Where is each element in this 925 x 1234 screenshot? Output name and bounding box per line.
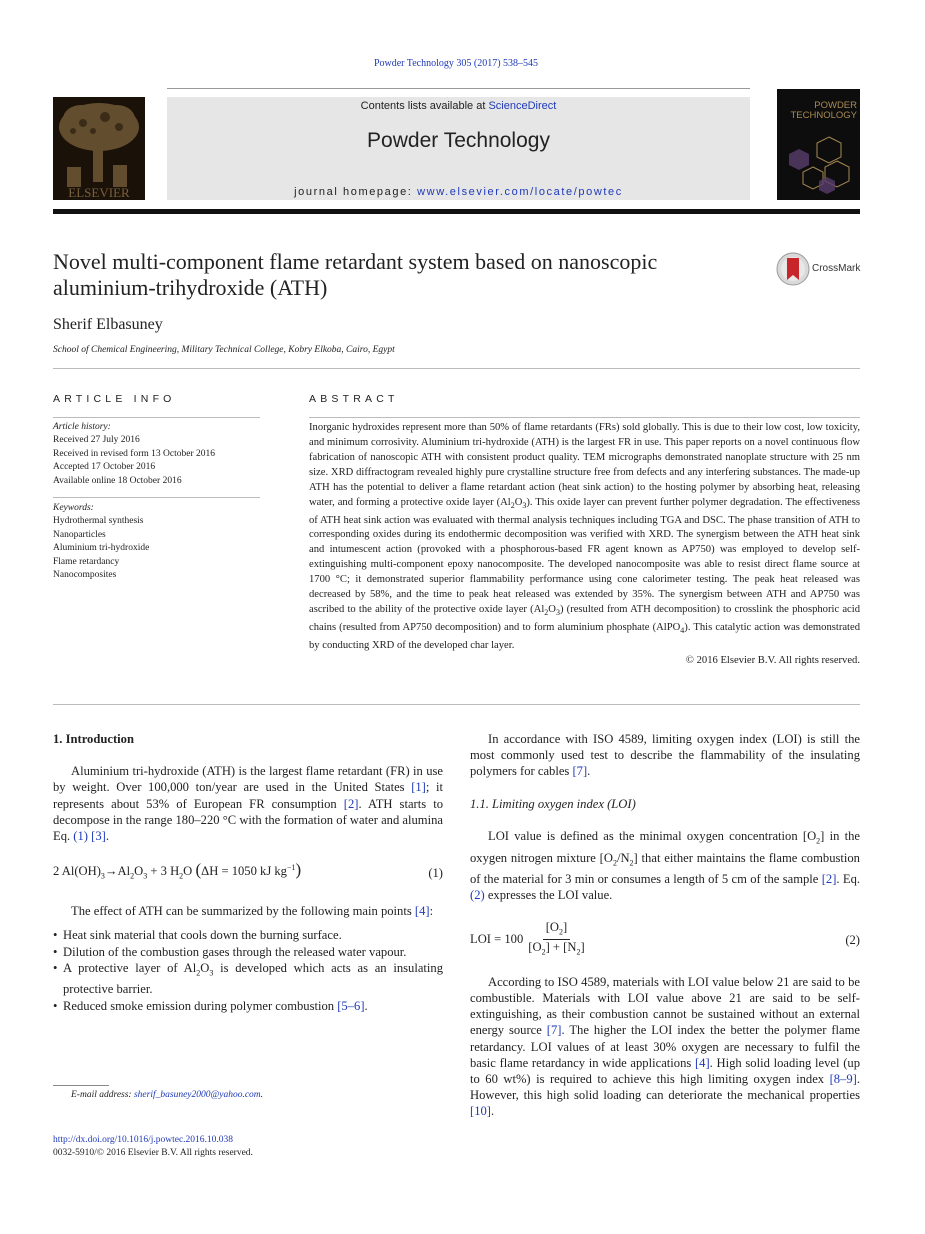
eq-text: 2 Al(OH) [53,864,101,879]
history-accepted: Accepted 17 October 2016 [53,462,156,473]
abstract-text-4: ). This catalytic action was demonstrated by conducting XRD of the developed char layer. [309,622,861,652]
ref-link[interactable]: [4] [694,1055,710,1070]
contents-line [167,100,750,112]
text: According to ISO 4589, materials with LOI value below 21 are said to be combustible. Materials with LOI value above 21 are said to be self-extinguishing, as their combustion cannot be sustained without an external energy source [470,974,860,1038]
text: . High solid loading level (up to 60 wt%) is required to achieve this high limiting oxygen index [470,1055,861,1086]
eq-text: ] [563,919,568,934]
issn-copyright: 0032-5910/© 2016 Elsevier B.V. All rights reserved. [53,1148,253,1158]
eq-text: O [183,864,193,879]
ref-link[interactable]: [8–9] [829,1071,857,1086]
text: /N [616,850,630,865]
footnote-rule [53,1085,109,1086]
ref-link[interactable]: [10] [470,1104,491,1119]
equation-2-number: (2) [845,932,860,947]
equation-link[interactable]: (1) [73,829,88,844]
eq-fraction [525,920,587,960]
text: . ATH starts to decompose in the range 180–220 °C with the formation of water and alumina Eq. [53,796,443,844]
text: . However, this high solid loading can deteriorate the mechanical properties [470,1071,860,1103]
article-history [53,421,263,488]
intro-paragraph-2: The effect of ATH can be summarized by the following main points [4]: [71,904,434,919]
article-title: Novel multi-component flame retardant system based on nanoscopic aluminium-trihydroxide (ATH) [53,249,658,300]
ref-link[interactable]: [7] [572,764,588,779]
abstract-body [309,421,860,669]
homepage-link[interactable]: www.elsevier.com/locate/powtec [417,186,623,198]
text: Reduced smoke emission during polymer combustion [63,998,338,1013]
journal-citation[interactable]: Powder Technology 305 (2017) 538–545 [373,58,539,69]
contents-prefix: Contents lists available at [360,100,489,112]
right-paragraph-2: LOI value is defined as the minimal oxygen concentration $[O_2]$ in the oxygen nitrogen mixture $[O_2/N_2]$ that either maintains the flame combustion of the material for 3 min or consumes a length of 5 cm of the sample [2]. Eq. (2) expresses the LOI value. [470,828,861,903]
header-bar [53,209,860,214]
author-name: Sherif Elbasuney [53,316,163,333]
eq-text: [O [545,919,560,934]
equation-1-body: 2 $Al(OH)_3\to Al_2O_3 + 3$ $H_2O$ (ΔH = 1050 kJ $kg^{-1}$) [53,860,302,881]
text: LOI value is defined as the minimal oxygen concentration [O [488,828,817,843]
equation-link[interactable]: (2) [470,888,485,903]
history-revised: Received in revised form 13 October 2016 [53,448,215,459]
rule-body [53,704,860,705]
journal-homepage-line [167,186,750,198]
eq-text: →Al [104,864,131,879]
eq-text: LOI = 100 [470,931,524,946]
eq-exponent: −1 [286,863,296,873]
eq-text: ΔH = 1050 kJ kg [201,864,287,879]
abstract-paragraph: Inorganic hydroxides represent more than 50% of flame retardants (FRs) sold globally. This is due to their low cost, low toxicity, and minimum corrosivity. Aluminium tri-hydroxide (ATH) is the largest FR in use. This paper reports on a novel continuous flow fabrication of nanoscopic ATH with consistent product quality. TEM micrographs demonstrated nanoplate structure with 25 nm size. XRD diffractogram revealed highly pure crystalline structure free from defects and any interfering substances. The made-up ATH has the potential to deliver a flame retardant action (heat sink action) to the hosting polymer by absorbing heat, releasing water, and forming a protective oxide layer $(Al_2O_3)$. This oxide layer can prevent further polymer degradation. The effectiveness of ATH heat sink action was evaluated with thermal analysis techniques including TGA and DSC. The phase transition of ATH to corresponding oxides during its endothermic decomposition was verified with XRD. The synergism between the ATH heat sink and intumescent action (provoked with a phosphorous-based FR agent known as AP750) was employed to develop self-extinguishing multi-component epoxy nanocomposite. The developed nanocomposite was able to resist direct flame source at 1700 °C; it demonstrated superior flammability performance using cone calorimeter testing. The peak heat released was decreased by 58%, and the time to peak heat released was extended by 35%. The synergism between ATH and AP750 was ascribed to the ability of the protective oxide layer $(Al_2O_3)$ (resulted from ATH decomposition) to crosslink the phosphoric acid chains (resulted from AP750 decomposition) and to form aluminium phosphate (AlPO$_4$). This catalytic action was demonstrated by conducting XRD of the developed char layer. [309,422,861,652]
text: The effect of ATH can be summarized by the following main points [71,904,415,919]
intro-paragraph-1: Aluminium tri-hydroxide (ATH) is the largest flame retardant (FR) in use by weight. Over 100,000 ton/year are used in the United States [1]; it represents about 53% of European FR consumption [2]. ATH starts to decompose in the range 180–220 °C with the formation of water and alumina Eq. (1) [3]. [53,764,443,844]
equation-1-number: (1) [428,865,443,880]
text: ] that either maintains the flame combustion of the material for 3 min or consumes a length of 5 cm of the sample [470,850,860,887]
list-item: • Reduced smoke emission during polymer combustion [5–6]. [63,998,443,1014]
elsevier-tree-icon [53,97,145,200]
elsevier-logo [53,97,145,200]
equation-2 [470,920,860,960]
effects-list [53,927,443,1014]
right-paragraph-1: In accordance with ISO 4589, limiting oxygen index (LOI) is still the most commonly used test to describe the flammability of the insulating polymers for cables [7]. [470,732,860,779]
body-column-right [470,731,860,1120]
cover-crystals-icon [777,129,860,200]
homepage-prefix: journal homepage: [294,186,418,198]
eq-text: [O [528,940,542,955]
list-item: • Heat sink material that cools down the burning surface. [63,927,443,943]
rule-abstract [309,417,860,418]
list-item: • A protective layer of $Al_2O_3$ is developed which acts as an insulating protective barrier. [63,960,443,998]
journal-name: Powder Technology [367,129,550,152]
eq-text: + 3 H [147,864,180,879]
keyword-item: Flame retardancy [53,556,120,567]
footnote-email: E-mail address: sherif_basuney2000@yahoo.com. [71,1090,264,1100]
email-link[interactable]: sherif_basuney2000@yahoo.com [133,1090,261,1100]
header-rule-top [167,88,750,89]
text: In accordance with ISO 4589, limiting oxygen index (LOI) is still the most commonly used test to describe the flammability of the insulating polymers for cables [470,732,860,779]
abstract-copyright: © 2016 Elsevier B.V. All rights reserved. [685,654,860,666]
sciencedirect-link[interactable]: ScienceDirect [488,100,557,112]
eq-numerator: $[O_2]$ [543,920,571,941]
body-column-left [53,731,443,1014]
journal-cover [777,89,860,200]
text: Aluminium tri-hydroxide (ATH) is the largest flame retardant (FR) in use by weight. Over 100,000 ton/year are used in the United States [53,764,443,795]
eq-text: ] + [N [545,940,577,955]
keywords-label: Keywords: [53,503,94,513]
equation-2-body [470,920,588,960]
abstract-text-3: ) (resulted from ATH decomposition) to crosslink the phosphoric acid chains (resulted from AP750 decomposition) and to form aluminium phosphate (AlPO [309,603,860,633]
section-heading-introduction: 1. Introduction [53,732,134,746]
ref-link[interactable]: [2] [343,796,359,811]
abstract-heading: ABSTRACT [309,393,399,405]
abstract-text-1: Inorganic hydroxides represent more than 50% of flame retardants (FRs) sold globally. This is due to their low cost, low toxicity, and minimum corrosivity. Aluminium tri-hydroxide (ATH) is the largest FR in use. This paper reports on a novel continuous flow fabrication of nanoscopic ATH with consistent product quality. TEM micrographs demonstrated nanoplate structure with 25 nm size. XRD diffractogram revealed highly pure crystalline structure free from defects and any interfering substances. The made-up ATH has the potential to deliver a flame retardant action (heat sink action) to the hosting polymer by absorbing heat, releasing water, and forming a protective oxide layer (Al [309,422,860,508]
ref-link[interactable]: [5–6] [337,998,365,1013]
rule-article-info [53,417,260,418]
subsection-heading-loi: 1.1. Limiting oxygen index (LOI) [470,796,636,811]
ref-link[interactable]: [1] [411,780,426,795]
doi-link[interactable]: http://dx.doi.org/10.1016/j.powtec.2016.10.038 [53,1135,234,1145]
text: . The higher the LOI index the better the polymer flame retardancy. LOI values of at least 30% oxygen are necessary to fulfil the basic flame retardancy in wide applications [470,1023,860,1070]
text: is developed which acts as an insulating protective barrier. [63,960,443,997]
footnote-label: E-mail address: [71,1090,134,1100]
rule-affiliation [53,368,860,369]
keyword-item: Aluminium tri-hydroxide [53,543,150,554]
equation-1 [53,860,443,885]
list-item: • Dilution of the combustion gases through the released water vapour. [63,944,443,960]
keyword-item: Nanoparticles [53,529,106,540]
abstract-text-2: ). This oxide layer can prevent further polymer degradation. The effectiveness of ATH heat sink action was evaluated with thermal analysis techniques including TGA and DSC. The phase transition of ATH to corresponding oxides during its endothermic decomposition was verified with XRD. The synergism between the ATH heat sink and intumescent action (provoked with a phosphorous-based FR agent known as AP750) was employed to develop self-extinguishing multi-component epoxy nanocomposite. The developed nanocomposite was able to resist direct flame source at 1700 °C; it demonstrated superior flammability performance using cone calorimeter testing. The peak heat released was decreased by 58%, and the time to peak heat released was extended by 35%. The synergism between ATH and AP750 was ascribed to the ability of the protective oxide layer (Al [309,496,860,615]
text: ; it represents about 53% of European FR consumption [53,780,443,811]
history-label: Article history: [53,422,111,432]
right-paragraph-3: According to ISO 4589, materials with LOI value below 21 are said to be combustible. Materials with LOI value above 21 are said to be self-extinguishing, as their combustion cannot be sustained without an external energy source [7]. The higher the LOI index the better the polymer flame retardancy. LOI values of at least 30% oxygen are necessary to fulfil the basic flame retardancy in wide applications [4]. High solid loading level (up to 60 wt%) is required to achieve this high limiting oxygen index [8–9]. However, this high solid loading can deteriorate the mechanical properties [10]. [470,974,861,1119]
elsevier-logo-wordmark: ELSEVIER [68,185,130,200]
keyword-item: Hydrothermal synthesis [53,516,144,527]
ref-link[interactable]: [7] [546,1023,562,1038]
author-affiliation: School of Chemical Engineering, Military Technical College, Kobry Elkoba, Cairo, Egypt [53,345,395,355]
article-info-heading: ARTICLE INFO [53,393,176,405]
cover-title: POWDER TECHNOLOGY [790,100,857,121]
text: expresses the LOI value. [484,888,613,903]
ref-link[interactable]: [2] [821,872,837,887]
ref-link[interactable]: [4] [414,904,430,919]
keyword-item: Nanocomposites [53,570,117,581]
keywords [53,502,263,582]
eq-denominator: $[O_2] + [N_2]$ [528,940,585,957]
text: . Eq. [836,872,861,887]
text: A protective layer of Al [63,960,197,975]
ref-link[interactable]: [3] [91,829,106,844]
crossmark-label[interactable]: CrossMark [812,263,861,274]
history-received: Received 27 July 2016 [53,435,140,446]
eq-text: O [134,864,144,879]
rule-keywords [53,497,260,498]
text: ] in the oxygen nitrogen mixture [O [470,828,860,865]
history-online: Available online 18 October 2016 [53,475,182,486]
eq-text: ] [580,940,585,955]
